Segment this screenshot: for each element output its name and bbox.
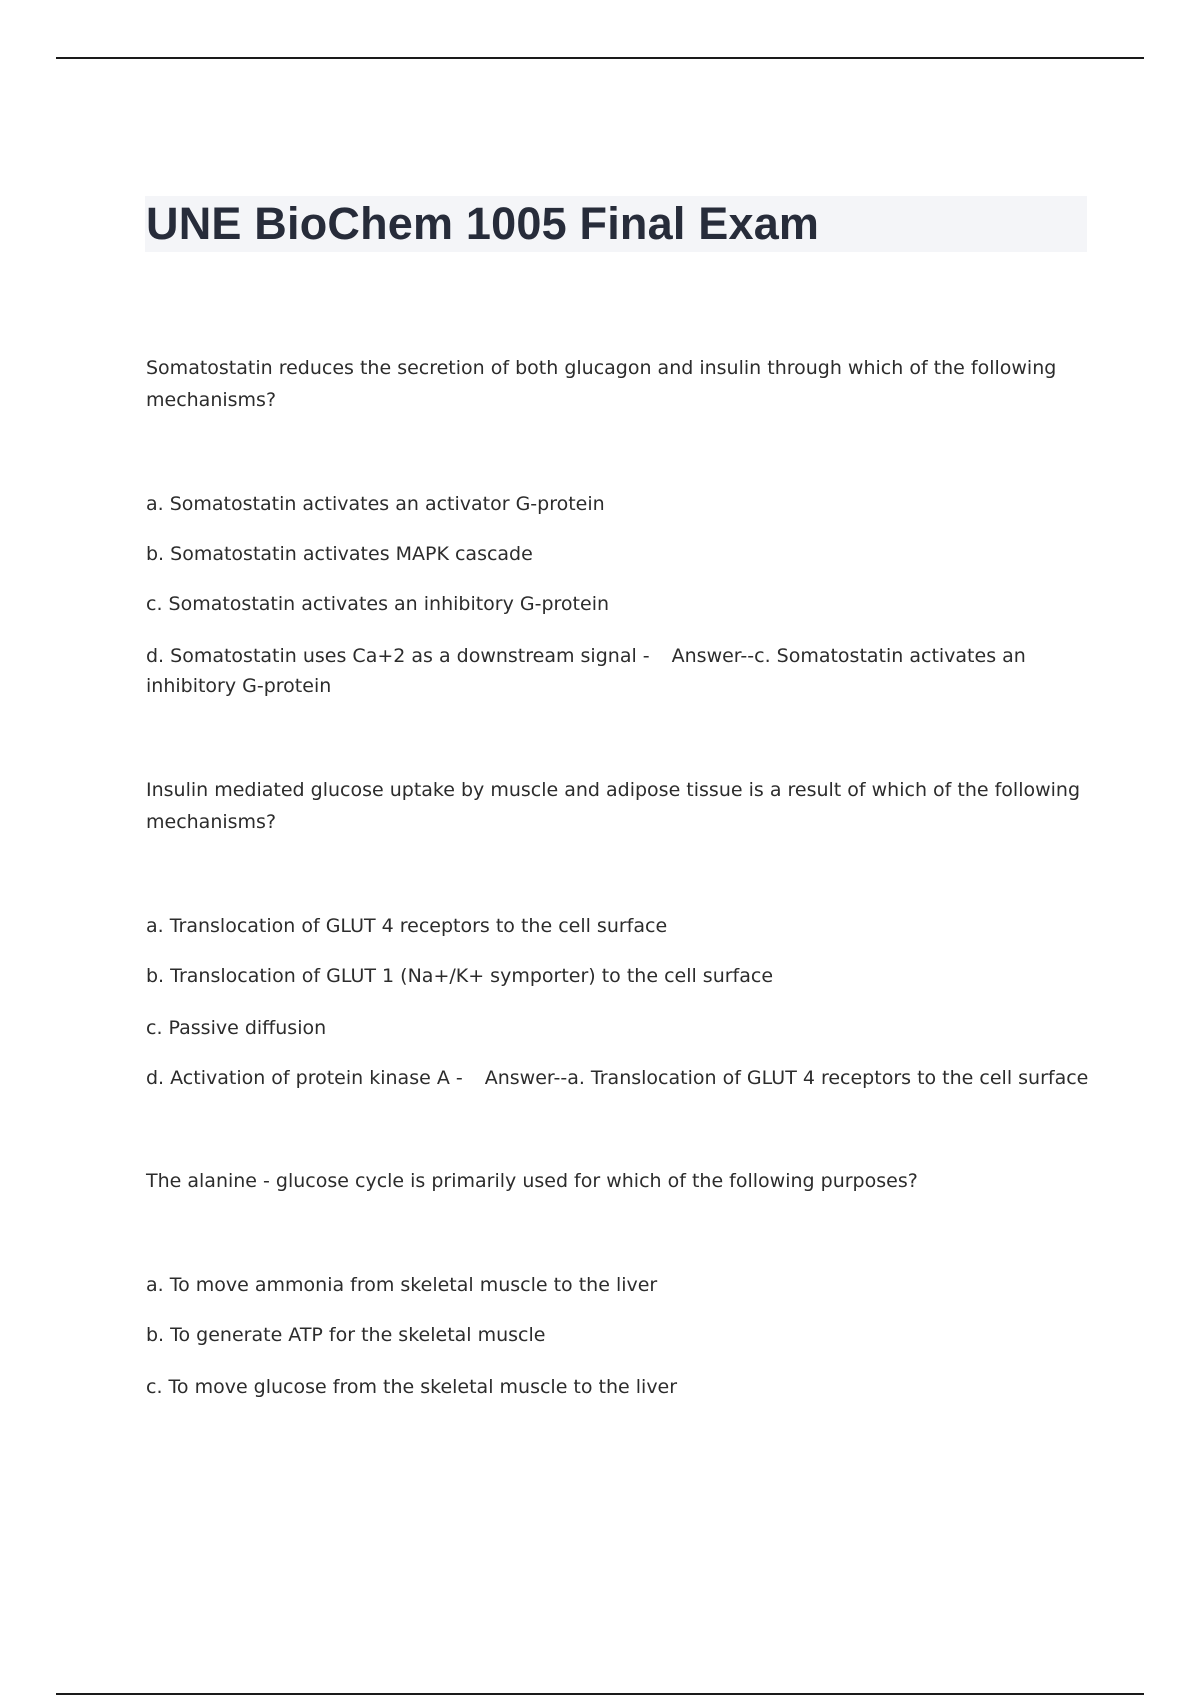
question-1-prompt: Somatostatin reduces the secretion of both glucagon and insulin through which of the following mechanisms?: [146, 357, 1057, 411]
question-1-option-b: b. Somatostatin activates MAPK cascade: [146, 543, 533, 565]
question-2-option-b: b. Translocation of GLUT 1 (Na+/K+ symporter) to the cell surface: [146, 965, 774, 987]
question-3-prompt: The alanine - glucose cycle is primarily used for which of the following purposes?: [146, 1170, 918, 1192]
question-2: [146, 774, 1096, 838]
question-2-option-d-text: d. Activation of protein kinase A -: [146, 1067, 463, 1089]
question-3-option-a: a. To move ammonia from skeletal muscle to the liver: [146, 1274, 658, 1296]
question-3-option-c: c. To move glucose from the skeletal muscle to the liver: [146, 1376, 678, 1398]
top-rule: [56, 57, 1144, 59]
question-3: [146, 1165, 1096, 1197]
question-1-option-a: a. Somatostatin activates an activator G-protein: [146, 493, 605, 515]
question-2-option-c: c. Passive diffusion: [146, 1017, 327, 1039]
question-2-answer: Answer--a. Translocation of GLUT 4 receptors to the cell surface: [484, 1067, 1089, 1089]
question-1-answer: Answer--c. Somatostatin activates an inhibitory G-protein: [146, 645, 1026, 697]
bottom-rule: [56, 1693, 1144, 1695]
question-1-option-d: [146, 641, 1096, 701]
question-2-option-a: a. Translocation of GLUT 4 receptors to the cell surface: [146, 915, 668, 937]
document-title: UNE BioChem 1005 Final Exam: [146, 198, 820, 249]
question-1-option-d-text: d. Somatostatin uses Ca+2 as a downstream signal -: [146, 645, 650, 667]
question-1-option-c: c. Somatostatin activates an inhibitory G-protein: [146, 593, 610, 615]
question-1: [146, 352, 1096, 416]
question-2-prompt: Insulin mediated glucose uptake by muscle and adipose tissue is a result of which of the following mechanisms?: [146, 779, 1081, 833]
question-2-option-d: [146, 1063, 1096, 1094]
question-3-option-b: b. To generate ATP for the skeletal muscle: [146, 1324, 546, 1346]
